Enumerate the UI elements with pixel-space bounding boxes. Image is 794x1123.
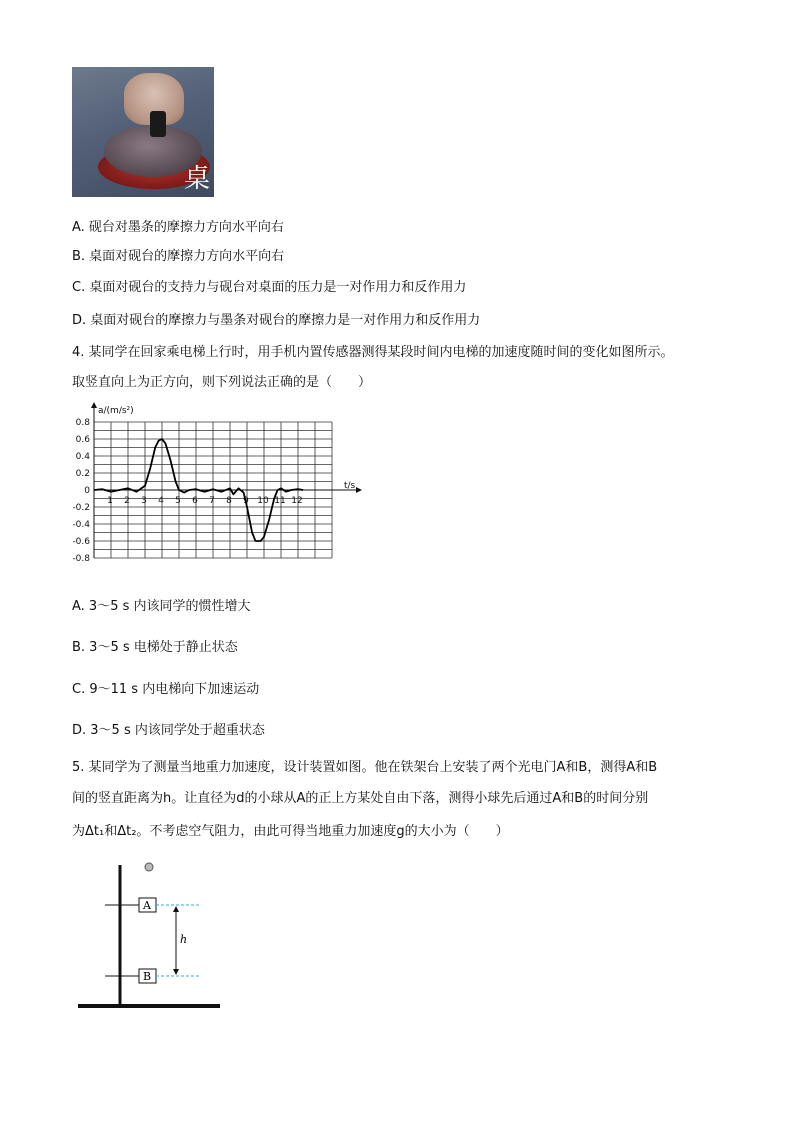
x-tick-label: 12: [291, 496, 303, 506]
ball: [145, 863, 153, 871]
ink-stick: [150, 111, 166, 137]
y-tick-label: 0: [84, 486, 90, 496]
q3-option-a: A. 砚台对墨条的摩擦力方向水平向右: [72, 220, 284, 235]
q5-stem-line3: 为Δt₁和Δt₂。不考虑空气阻力，由此可得当地重力加速度g的大小为（ ）: [72, 824, 509, 839]
y-axis-label: a/(m/s²): [98, 406, 134, 416]
q4-option-c: C. 9～11 s 内电梯向下加速运动: [72, 682, 260, 697]
q5-stem-line1: 5. 某同学为了测量当地重力加速度，设计装置如图。他在铁架台上安装了两个光电门A和B，测得A和B: [72, 760, 658, 775]
gate-b-label: B: [143, 970, 152, 983]
x-tick-label: 8: [226, 496, 232, 506]
y-tick-label: -0.8: [72, 554, 90, 564]
acceleration-time-chart: [70, 400, 370, 565]
x-tick-label: 6: [192, 496, 198, 506]
arrow-head-down: [173, 969, 179, 975]
x-tick-label: 9: [243, 496, 249, 506]
x-tick-label: 10: [257, 496, 269, 506]
x-tick-label: 3: [141, 496, 147, 506]
x-tick-label: 7: [209, 496, 215, 506]
x-tick-label: 4: [158, 496, 164, 506]
x-tick-label: 11: [274, 496, 286, 506]
q4-option-b: B. 3～5 s 电梯处于静止状态: [72, 640, 238, 655]
x-tick-label: 5: [175, 496, 181, 506]
distance-label: h: [180, 933, 188, 946]
y-tick-label: 0.8: [75, 418, 90, 428]
x-tick-label: 1: [107, 496, 113, 506]
q3-option-d: D. 桌面对砚台的摩擦力与墨条对砚台的摩擦力是一对作用力和反作用力: [72, 313, 481, 328]
arrow-head-up: [173, 906, 179, 912]
y-tick-label: -0.6: [72, 537, 90, 547]
y-tick-label: 0.6: [75, 435, 90, 445]
q3-option-b: B. 桌面对砚台的摩擦力方向水平向右: [72, 249, 285, 264]
y-tick-label: -0.2: [72, 503, 90, 513]
q4-stem-line1: 4. 某同学在回家乘电梯上行时，用手机内置传感器测得某段时间内电梯的加速度随时间的变化如图所示。: [72, 345, 674, 360]
q4-option-a: A. 3～5 s 内该同学的惯性增大: [72, 599, 251, 614]
x-tick-label: 2: [124, 496, 130, 506]
gate-a-label: A: [143, 899, 151, 912]
y-tick-label: -0.4: [72, 520, 90, 530]
y-axis-arrow: [91, 402, 97, 408]
y-tick-label: 0.4: [75, 452, 90, 462]
q4-option-d: D. 3～5 s 内该同学处于超重状态: [72, 723, 265, 738]
x-axis-arrow: [356, 487, 362, 493]
q4-stem-line2: 取竖直向上为正方向，则下列说法正确的是（ ）: [72, 375, 372, 390]
x-axis-label: t/s: [344, 481, 356, 491]
q3-option-c: C. 桌面对砚台的支持力与砚台对桌面的压力是一对作用力和反作用力: [72, 280, 467, 295]
photo-corner-glyph: 桌: [183, 164, 210, 194]
inkstone-photo: [72, 67, 214, 197]
photogate-apparatus: [72, 855, 232, 1015]
q5-stem-line2: 间的竖直距离为h。让直径为d的小球从A的正上方某处自由下落，测得小球先后通过A和B的时间分别: [72, 791, 649, 806]
y-tick-label: 0.2: [75, 469, 90, 479]
